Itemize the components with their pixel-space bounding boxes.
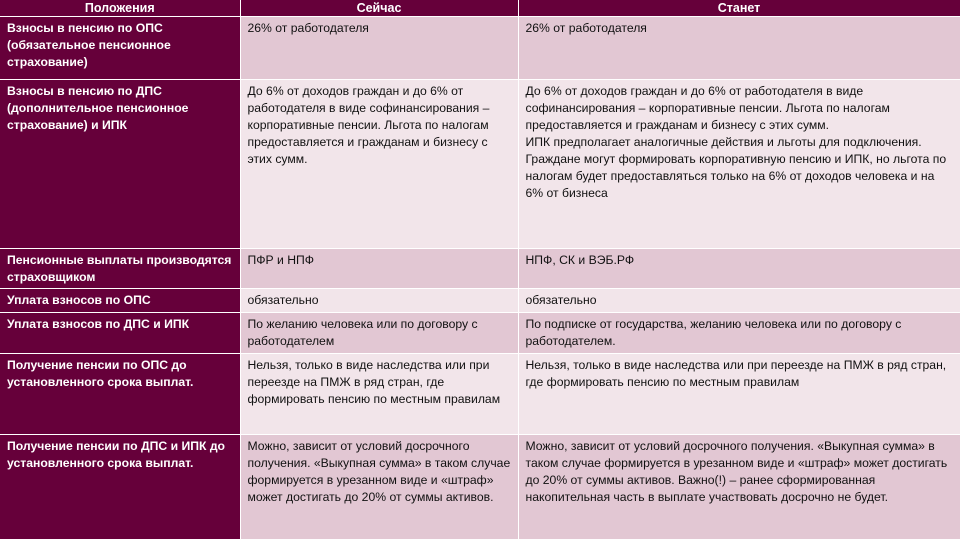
cell-now: [240, 313, 518, 353]
row-label: Уплата взносов по ОПС: [0, 289, 240, 313]
cell-text: Граждане могут формировать корпоративную пенсию и ИПК, но льгота по налогам будет предоставляться только на 6% от доходов человека и на 6% от бизнеса: [525, 151, 947, 200]
cell-text: ИПК предполагает аналогичные действия и льготы для подключения.: [525, 134, 922, 149]
row-label: Пенсионные выплаты производятся страховщиком: [0, 248, 240, 288]
header-later: Станет: [518, 0, 960, 17]
cell-now: [240, 79, 518, 248]
header-now: Сейчас: [240, 0, 518, 17]
row-label: Получение пенсии по ОПС до установленного срока выплат.: [0, 353, 240, 434]
cell-text: обязательно: [525, 293, 597, 308]
table-row: [0, 79, 960, 248]
header-provisions: Положения: [0, 0, 240, 17]
table-row: [0, 313, 960, 353]
cell-later: [518, 79, 960, 248]
cell-now: [240, 17, 518, 80]
row-label: Взносы в пенсию по ДПС (дополнительное пенсионное страхование) и ИПК: [0, 79, 240, 248]
cell-text: До 6% от доходов граждан и до 6% от работодателя в виде софинансирования – корпоративные пенсии. Льгота по налогам предоставляется и гражданам и бизнесу с этих сумм.: [247, 83, 490, 166]
table-row: [0, 289, 960, 313]
cell-now: [240, 353, 518, 434]
cell-text: НПФ, СК и ВЭБ.РФ: [525, 252, 635, 267]
cell-text: 26% от работодателя: [247, 21, 369, 35]
row-label: Получение пенсии по ДПС и ИПК до установленного срока выплат.: [0, 434, 240, 539]
cell-text: 26% от работодателя: [525, 21, 647, 35]
cell-text: обязательно: [247, 293, 319, 308]
table-row: [0, 434, 960, 539]
cell-later: [518, 17, 960, 80]
cell-text: Можно, зависит от условий досрочного получения. «Выкупная сумма» в таком случае формируется в урезанном виде и «штраф» может достигать до 20% от суммы активов. Важно(!) – ранее сформированная накопительная часть в выплате участвовать досрочно не будет.: [525, 438, 948, 504]
cell-later: [518, 248, 960, 288]
cell-text: Нельзя, только в виде наследства или при переезде на ПМЖ в ряд стран, где формировать пенсию по местным правилам: [247, 357, 501, 406]
header-row: [0, 0, 960, 17]
cell-later: [518, 289, 960, 313]
cell-text: Можно, зависит от условий досрочного получения. «Выкупная сумма» в таком случае формируется в урезанном виде и «штраф» может достигать до 20% от суммы активов.: [247, 438, 511, 504]
cell-text: По подписке от государства, желанию человека или по договору с работодателем.: [525, 317, 902, 349]
table-row: [0, 353, 960, 434]
row-label: Взносы в пенсию по ОПС (обязательное пенсионное страхование): [0, 17, 240, 80]
cell-now: [240, 289, 518, 313]
cell-text: До 6% от доходов граждан и до 6% от работодателя в виде софинансирования – корпоративные пенсии. Льгота по налогам предоставляется и гражданам и бизнесу с этих сумм.: [525, 83, 890, 132]
row-label: Уплата взносов по ДПС и ИПК: [0, 313, 240, 353]
cell-now: [240, 434, 518, 539]
cell-later: [518, 353, 960, 434]
cell-later: [518, 313, 960, 353]
cell-text: Нельзя, только в виде наследства или при переезде на ПМЖ в ряд стран, где формировать пенсию по местным правилам: [525, 357, 947, 389]
cell-now: [240, 248, 518, 288]
table-row: [0, 248, 960, 288]
cell-text: ПФР и НПФ: [247, 252, 315, 267]
table-row: [0, 17, 960, 80]
cell-later: [518, 434, 960, 539]
cell-text: По желанию человека или по договору с работодателем: [247, 317, 478, 349]
